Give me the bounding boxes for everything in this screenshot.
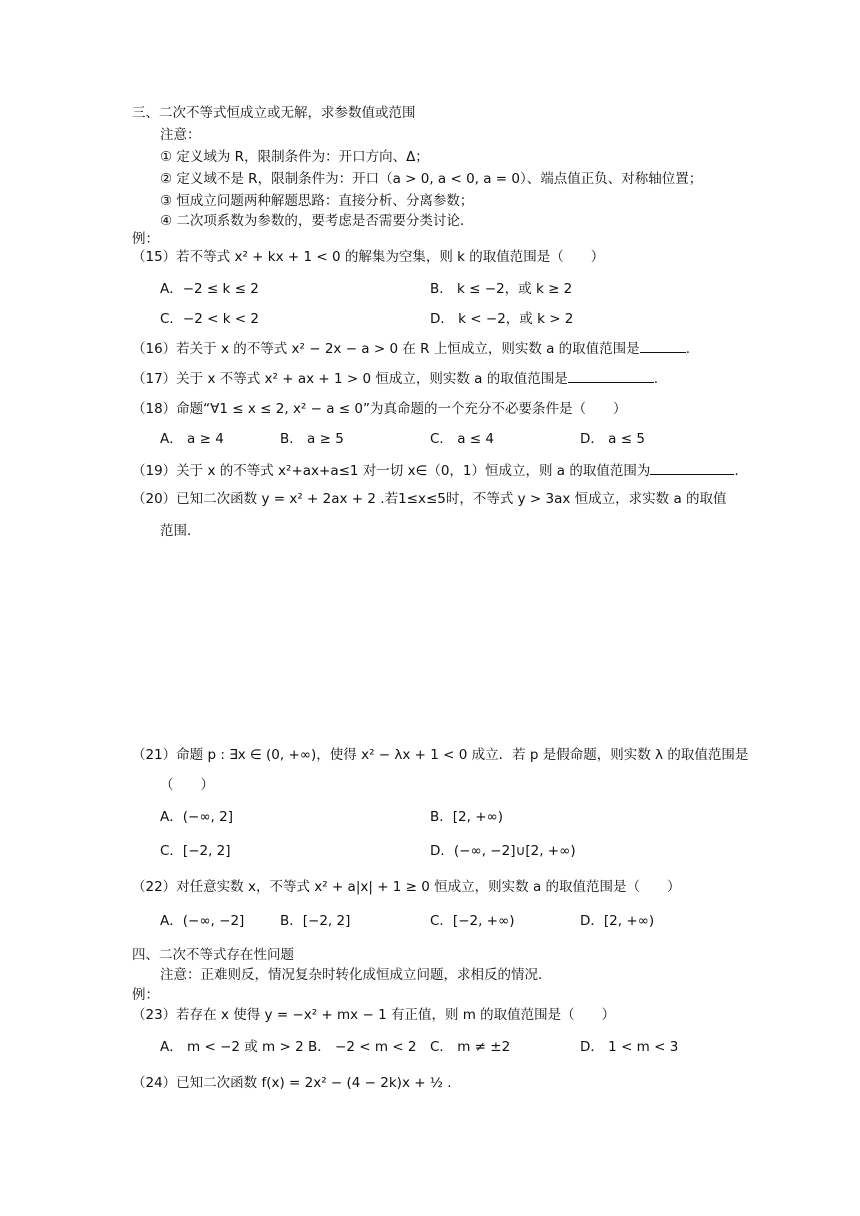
question-17 [132,368,658,388]
q22-option-a: A．(−∞, −2] [160,913,245,929]
q22-option-b: B．[−2, 2] [280,913,351,929]
question-20-line-1: （20）已知二次函数 y = x² + 2ax + 2 .若1≤x≤5时，不等式 y > 3ax 恒成立，求实数 a 的取值 [132,491,727,507]
q21-option-a: A．(−∞, 2] [160,809,233,825]
q15-option-b: B． k ≤ −2，或 k ≥ 2 [430,281,573,297]
q21-option-b: B．[2, +∞) [430,809,504,825]
question-24: （24）已知二次函数 f(x) = 2x² − (4 − 2k)x + ½ . [132,1075,452,1091]
q23-option-c: C． m ≠ ±2 [430,1039,511,1055]
question-18: （18）命题“∀1 ≤ x ≤ 2, x² − a ≤ 0”为真命题的一个充分不必要条件是（ ） [132,401,627,417]
question-15: （15）若不等式 x² + kx + 1 < 0 的解集为空集，则 k 的取值范围是（ ） [132,249,605,265]
answer-blank [568,368,654,383]
question-21-line-2: （ ） [160,777,214,793]
q16-text: （16）若关于 x 的不等式 x² − 2x − a > 0 在 R 上恒成立，则实数 a 的取值范围是 [132,341,640,357]
question-23: （23）若存在 x 使得 y = −x² + mx − 1 有正值，则 m 的取值范围是（ ） [132,1007,616,1023]
q22-option-c: C．[−2, +∞) [430,913,515,929]
q21-option-d: D．(−∞, −2]∪[2, +∞) [430,843,576,859]
section-3-title: 三、二次不等式恒成立或无解，求参数值或范围 [132,105,416,121]
question-20-line-2: 范围. [160,523,192,539]
q18-option-d: D． a ≤ 5 [580,431,645,447]
q18-option-a: A． a ≥ 4 [160,431,224,447]
q16-end: . [685,341,690,357]
section-4-title: 四、二次不等式存在性问题 [132,947,294,963]
q15-option-a: A．−2 ≤ k ≤ 2 [160,281,259,297]
q23-option-d: D． 1 < m < 3 [580,1039,679,1055]
note-3: ③ 恒成立问题两种解题思路：直接分析、分离参数； [160,193,474,209]
answer-blank [650,460,734,475]
q17-end: . [653,371,659,387]
note-label: 注意： [160,127,201,143]
question-16 [132,338,690,358]
question-22: （22）对任意实数 x，不等式 x² + a|x| + 1 ≥ 0 恒成立，则实数 a 的取值范围是（ ） [132,879,681,895]
q23-option-b: B． −2 < m < 2 [308,1039,417,1055]
q15-option-d: D． k < −2，或 k > 2 [430,311,574,327]
note-2: ② 定义域不是 R，限制条件为：开口（a > 0, a < 0, a = 0）、端点值正负、对称轴位置； [160,171,703,187]
q19-end: . [734,463,739,479]
q22-option-d: D．[2, +∞) [580,913,655,929]
q17-text: （17）关于 x 不等式 x² + ax + 1 > 0 恒成立，则实数 a 的取值范围是 [132,371,568,387]
question-21-line-1: （21）命题 p : ∃x ∈ (0, +∞)，使得 x² − λx + 1 < 0 成立．若 p 是假命题，则实数 λ 的取值范围是 [132,747,749,763]
q18-option-b: B． a ≥ 5 [280,431,344,447]
answer-blank [640,338,686,353]
section-4-example-label: 例： [132,987,159,1003]
q18-option-c: C． a ≤ 4 [430,431,494,447]
note-4: ④ 二次项系数为参数的，要考虑是否需要分类讨论. [160,213,465,229]
q15-option-c: C．−2 < k < 2 [160,311,260,327]
q19-text: （19）关于 x 的不等式 x²+ax+a≤1 对一切 x∈（0，1）恒成立，则 a 的取值范围为 [132,463,651,479]
example-label: 例： [132,231,159,247]
q23-option-a: A． m < −2 或 m > 2 [160,1039,304,1055]
note-1: ① 定义域为 R，限制条件为：开口方向、Δ； [160,149,429,165]
question-19 [132,460,739,480]
q21-option-c: C．[−2, 2] [160,843,231,859]
section-4-note: 注意：正难则反，情况复杂时转化成恒成立问题，求相反的情况. [160,967,543,983]
